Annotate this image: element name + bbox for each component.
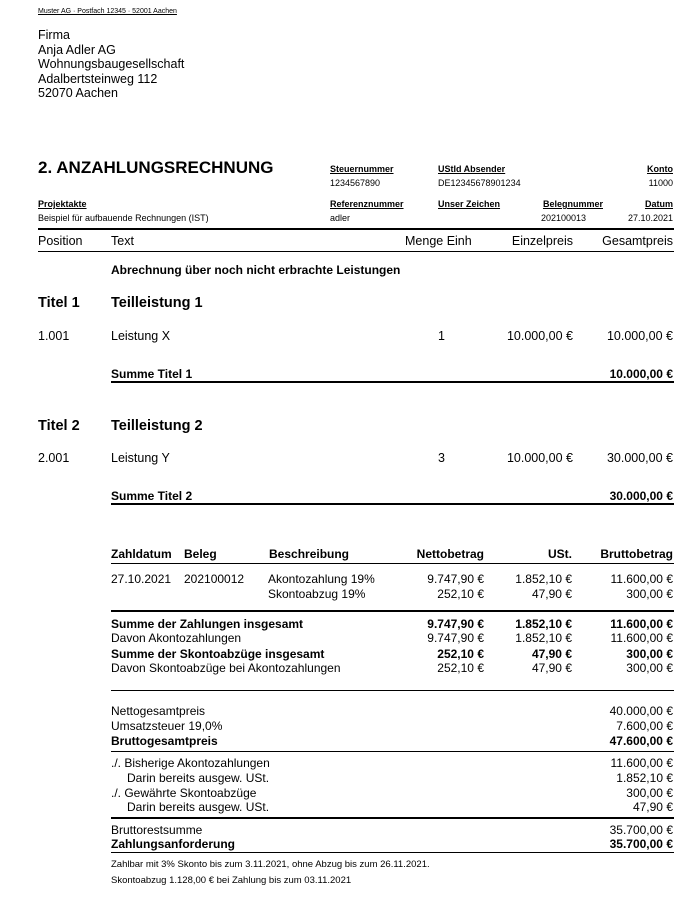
netto-total-label: Nettogesamtpreis	[111, 704, 206, 718]
payment-row-1-desc: Akontozahlung 19%	[268, 572, 375, 586]
payments-col-beschreibung: Beschreibung	[269, 547, 350, 561]
payments-col-netto: Nettobetrag	[416, 547, 484, 561]
datum-label: Datum	[644, 199, 673, 209]
summary-1-label: Summe der Zahlungen insgesamt	[111, 617, 304, 631]
ust-total-label: Umsatzsteuer 19,0%	[111, 719, 223, 733]
final-bottom-rule	[111, 852, 674, 853]
payments-header-rule	[111, 563, 674, 564]
col-gesamtpreis: Gesamtpreis	[602, 234, 673, 248]
item-1-total: 10.000,00 €	[606, 329, 673, 343]
belegnummer-label: Belegnummer	[542, 199, 603, 209]
ustid-label: UStId Absender	[438, 164, 506, 174]
projektakte-value: Beispiel für aufbauende Rechnungen (IST)	[38, 213, 209, 223]
title-2-label: Titel 2	[38, 418, 80, 434]
deduction-4-label: Darin bereits ausgew. USt.	[127, 800, 270, 814]
projektakte-label: Projektakte	[38, 199, 87, 209]
summary-2-netto: 9.747,90 €	[427, 631, 484, 645]
title-1-sum-rule	[111, 381, 674, 383]
payment-row-2-ust: 47,90 €	[531, 587, 572, 601]
deduction-4-value: 47,90 €	[632, 800, 673, 814]
title-1-sum-label: Summe Titel 1	[111, 367, 193, 381]
item-2-text: Leistung Y	[111, 451, 170, 465]
col-text: Text	[111, 234, 134, 248]
item-1-text: Leistung X	[111, 329, 171, 343]
item-2-qty: 3	[438, 451, 445, 465]
title-1-label: Titel 1	[38, 295, 80, 311]
konto-label: Konto	[647, 164, 673, 174]
belegnummer-value: 202100013	[540, 213, 586, 223]
payment-row-2-brutto: 300,00 €	[626, 587, 673, 601]
brutto-total-label: Bruttogesamtpreis	[111, 734, 218, 748]
recipient-line-2: Anja Adler AG	[38, 42, 116, 57]
summary-3-ust: 47,90 €	[531, 647, 572, 661]
summary-4-label: Davon Skontoabzüge bei Akontozahlungen	[111, 661, 341, 675]
summary-4-brutto: 300,00 €	[626, 661, 673, 675]
title-2-sum-label: Summe Titel 2	[111, 489, 193, 503]
col-menge-einh: Menge Einh	[405, 234, 472, 248]
title-2-sum-value: 30.000,00 €	[609, 489, 673, 503]
summary-3-label: Summe der Skontoabzüge insgesamt	[111, 647, 325, 661]
title-1-sum-value: 10.000,00 €	[609, 367, 673, 381]
summary-4-ust: 47,90 €	[531, 661, 572, 675]
referenz-value: adler	[330, 213, 351, 223]
payment-row-1-ust: 1.852,10 €	[515, 572, 572, 586]
deduction-1-label: ./. Bisherige Akontozahlungen	[111, 756, 270, 770]
payments-col-brutto: Bruttobetrag	[600, 547, 673, 561]
summary-4-netto: 252,10 €	[437, 661, 484, 675]
document-title: 2. ANZAHLUNGSRECHNUNG	[38, 158, 274, 177]
totals-bottom-rule	[111, 751, 674, 752]
totals-top-rule	[111, 690, 674, 691]
payments-col-zahldatum: Zahldatum	[111, 547, 172, 561]
brutto-total-value: 47.600,00 €	[609, 734, 673, 748]
summary-1-netto: 9.747,90 €	[427, 617, 484, 631]
netto-total-value: 40.000,00 €	[609, 704, 673, 718]
title-2-sum-rule	[111, 503, 674, 505]
payment-row-1-brutto: 11.600,00 €	[610, 572, 673, 586]
referenz-label: Referenznummer	[330, 199, 404, 209]
summary-2-label: Davon Akontozahlungen	[111, 631, 242, 645]
summary-3-brutto: 300,00 €	[626, 647, 673, 661]
unser-zeichen-label: Unser Zeichen	[438, 199, 501, 209]
intro-heading: Abrechnung über noch nicht erbrachte Leistungen	[111, 263, 401, 277]
title-1-name: Teilleistung 1	[111, 295, 203, 311]
ust-total-value: 7.600,00 €	[616, 719, 673, 733]
payment-terms: Zahlbar mit 3% Skonto bis zum 3.11.2021, ohne Abzug bis zum 26.11.2021.	[111, 859, 430, 870]
col-einzelpreis: Einzelpreis	[511, 234, 573, 248]
payments-col-ust: USt.	[548, 547, 572, 561]
payment-date: 27.10.2021	[111, 572, 172, 586]
rest-sum-value: 35.700,00 €	[609, 823, 673, 837]
steuernummer-value: 1234567890	[330, 178, 381, 188]
rest-sum-label: Bruttorestsumme	[111, 823, 203, 837]
deduction-2-label: Darin bereits ausgew. USt.	[127, 771, 270, 785]
discount-note: Skontoabzug 1.128,00 € bei Zahlung bis zum 03.11.2021	[111, 875, 352, 886]
payment-row-2-netto: 252,10 €	[437, 587, 484, 601]
item-1-qty: 1	[438, 329, 445, 343]
title-2-name: Teilleistung 2	[111, 418, 203, 434]
column-header-bottom-rule	[38, 251, 674, 252]
payment-beleg: 202100012	[184, 572, 245, 586]
payments-col-beleg: Beleg	[184, 547, 217, 561]
summary-2-ust: 1.852,10 €	[515, 631, 572, 645]
payments-summary-rule	[111, 610, 674, 612]
item-2-position: 2.001	[38, 451, 70, 465]
deduction-1-value: 11.600,00 €	[610, 756, 673, 770]
sender-line: Muster AG · Postfach 12345 · 52001 Aachen	[38, 8, 177, 15]
deduction-2-value: 1.852,10 €	[616, 771, 673, 785]
ustid-value: DE12345678901234	[438, 178, 521, 188]
deduction-3-value: 300,00 €	[626, 786, 673, 800]
payment-row-1-netto: 9.747,90 €	[427, 572, 484, 586]
datum-value: 27.10.2021	[627, 213, 673, 223]
recipient-line-1: Firma	[38, 28, 70, 42]
item-2-total: 30.000,00 €	[606, 451, 673, 465]
konto-value: 11000	[648, 178, 673, 188]
summary-2-brutto: 11.600,00 €	[610, 631, 673, 645]
recipient-line-3: Wohnungsbaugesellschaft	[38, 57, 185, 72]
item-2-unit-price: 10.000,00 €	[506, 451, 573, 465]
final-top-rule	[111, 817, 674, 819]
recipient-line-5: 52070 Aachen	[38, 86, 118, 101]
payment-request-value: 35.700,00 €	[609, 837, 673, 851]
item-1-position: 1.001	[38, 329, 70, 343]
steuernummer-label: Steuernummer	[330, 164, 394, 174]
column-header-top-rule	[38, 228, 674, 230]
recipient-line-4: Adalbertsteinweg 112	[38, 71, 158, 86]
summary-1-ust: 1.852,10 €	[515, 617, 572, 631]
payment-row-2-desc: Skontoabzug 19%	[268, 587, 366, 601]
item-1-unit-price: 10.000,00 €	[506, 329, 573, 343]
deduction-3-label: ./. Gewährte Skontoabzüge	[111, 786, 257, 800]
summary-3-netto: 252,10 €	[437, 647, 484, 661]
payment-request-label: Zahlungsanforderung	[111, 837, 235, 851]
summary-1-brutto: 11.600,00 €	[610, 617, 673, 631]
recipient-address	[38, 28, 184, 101]
col-position: Position	[38, 234, 83, 248]
